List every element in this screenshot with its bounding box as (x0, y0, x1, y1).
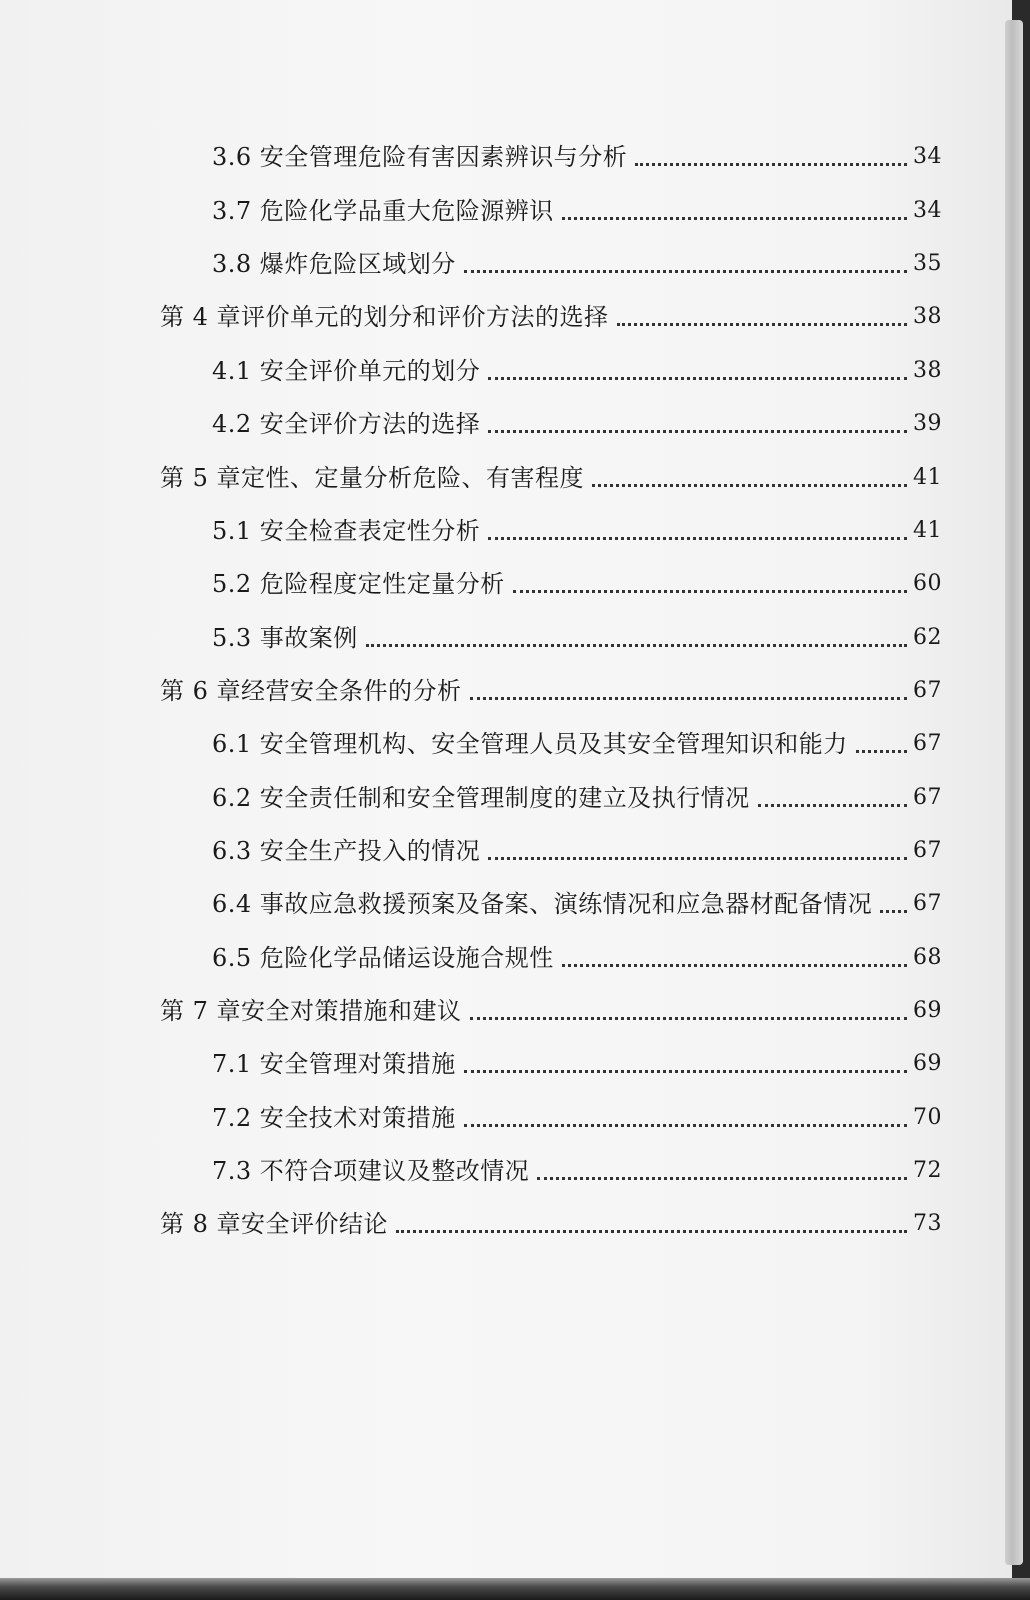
toc-entry (212, 1150, 942, 1186)
toc-entry-page: 67 (913, 678, 942, 703)
toc-leader-dots (366, 644, 907, 647)
toc-entry (212, 350, 942, 386)
toc-chapter (160, 457, 942, 493)
toc-leader-dots (758, 804, 907, 807)
toc-leader-dots (592, 484, 907, 487)
toc-entry (212, 937, 942, 973)
toc-entry-title: 3.8 爆炸危险区域划分 (212, 250, 456, 278)
toc-leader-dots (562, 217, 907, 220)
toc-entry-title: 6.2 安全责任制和安全管理制度的建立及执行情况 (212, 784, 750, 812)
toc-leader-dots (488, 430, 907, 433)
toc-entry-page: 70 (913, 1105, 942, 1130)
toc-chapter (160, 1203, 942, 1239)
toc-entry (212, 1097, 942, 1133)
toc-entry-title: 第 4 章评价单元的划分和评价方法的选择 (160, 303, 609, 331)
toc-entry-title: 7.2 安全技术对策措施 (212, 1104, 456, 1132)
toc-entry (212, 136, 942, 172)
toc-entry-page: 35 (913, 251, 942, 276)
toc-entry-page: 69 (913, 1051, 942, 1076)
toc-entry-page: 67 (913, 731, 942, 756)
toc-entry (212, 617, 942, 653)
toc-entry (212, 243, 942, 279)
toc-entry-title: 6.4 事故应急救援预案及备案、演练情况和应急器材配备情况 (212, 890, 873, 918)
toc-entry (212, 777, 942, 813)
toc-leader-dots (470, 697, 907, 700)
toc-entry (212, 830, 942, 866)
toc-entry-page: 38 (913, 304, 942, 329)
toc-leader-dots (464, 1070, 907, 1073)
toc-entry (212, 510, 942, 546)
toc-chapter (160, 296, 942, 332)
toc-leader-dots (617, 323, 907, 326)
toc-entry-page: 68 (913, 945, 942, 970)
toc-leader-dots (635, 163, 907, 166)
toc-chapter (160, 990, 942, 1026)
toc-entry-page: 72 (913, 1158, 942, 1183)
toc-entry-page: 73 (913, 1211, 942, 1236)
toc-leader-dots (470, 1017, 907, 1020)
toc-leader-dots (562, 964, 907, 967)
toc-entry-title: 7.1 安全管理对策措施 (212, 1050, 456, 1078)
toc-entry-title: 6.5 危险化学品储运设施合规性 (212, 944, 554, 972)
toc-entry (212, 723, 942, 759)
toc-entry-title: 5.3 事故案例 (212, 624, 358, 652)
toc-leader-dots (488, 377, 907, 380)
toc-entry-title: 4.2 安全评价方法的选择 (212, 410, 481, 438)
toc-entry-title: 第 6 章经营安全条件的分析 (160, 677, 462, 705)
toc-leader-dots (537, 1177, 907, 1180)
toc-entry-page: 34 (913, 144, 942, 169)
toc-entry (212, 563, 942, 599)
toc-entry (212, 883, 942, 919)
toc-entry-title: 4.1 安全评价单元的划分 (212, 357, 481, 385)
toc-entry-title: 第 8 章安全评价结论 (160, 1210, 389, 1238)
toc-entry-page: 67 (913, 891, 942, 916)
toc-leader-dots (488, 857, 907, 860)
toc-entry (212, 403, 942, 439)
toc-entry-page: 67 (913, 838, 942, 863)
toc-entry-page: 39 (913, 411, 942, 436)
toc-entry (212, 190, 942, 226)
toc-entry-page: 69 (913, 998, 942, 1023)
toc-entry-title: 3.7 危险化学品重大危险源辨识 (212, 197, 554, 225)
toc-chapter (160, 670, 942, 706)
toc-entry-page: 41 (913, 465, 942, 490)
toc-entry-title: 5.1 安全检查表定性分析 (212, 517, 481, 545)
toc-entry-title: 第 7 章安全对策措施和建议 (160, 997, 462, 1025)
toc-leader-dots (856, 750, 907, 753)
toc-leader-dots (464, 270, 907, 273)
book-bottom-edge (0, 1578, 1030, 1600)
toc-leader-dots (488, 537, 907, 540)
toc-leader-dots (513, 590, 907, 593)
toc-entry-page: 38 (913, 358, 942, 383)
toc-entry-page: 41 (913, 518, 942, 543)
toc-entry-title: 5.2 危险程度定性定量分析 (212, 570, 505, 598)
toc-leader-dots (464, 1124, 907, 1127)
toc-entry-page: 67 (913, 785, 942, 810)
toc-entry-title: 6.3 安全生产投入的情况 (212, 837, 481, 865)
toc-entry-title: 7.3 不符合项建议及整改情况 (212, 1157, 530, 1185)
toc-entry (212, 1043, 942, 1079)
toc-entry-title: 3.6 安全管理危险有害因素辨识与分析 (212, 143, 628, 171)
toc-entry-page: 60 (913, 571, 942, 596)
toc-entry-page: 34 (913, 198, 942, 223)
toc-entry-title: 第 5 章定性、定量分析危险、有害程度 (160, 464, 585, 492)
toc-entry-title: 6.1 安全管理机构、安全管理人员及其安全管理知识和能力 (212, 730, 848, 758)
toc-leader-dots (880, 910, 907, 913)
toc-entry-page: 62 (913, 625, 942, 650)
toc-leader-dots (396, 1230, 907, 1233)
